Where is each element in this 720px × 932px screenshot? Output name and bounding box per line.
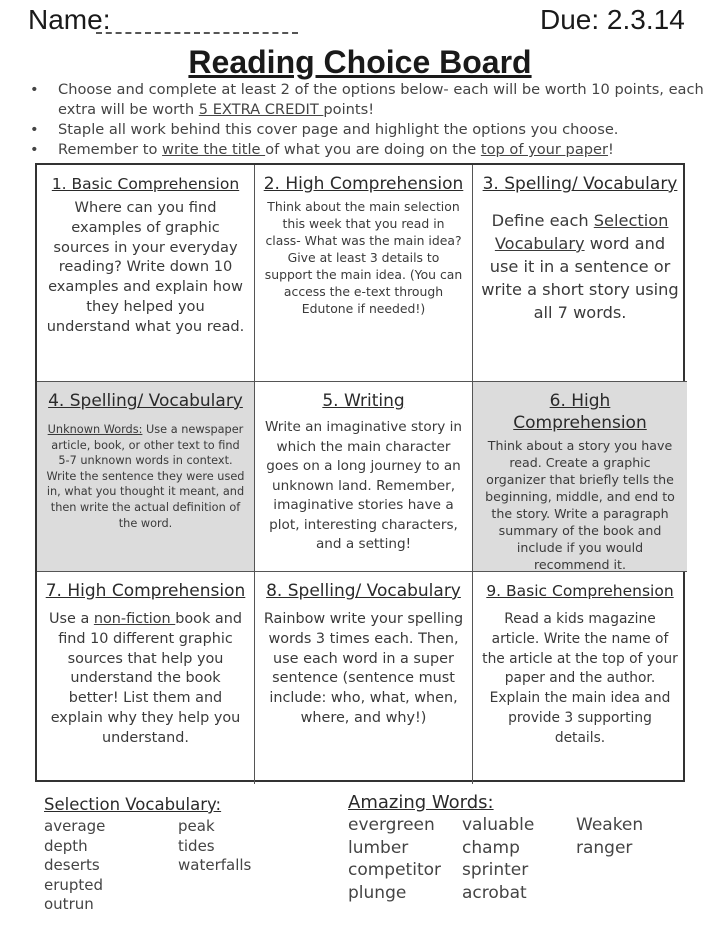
instructions-list <box>30 80 710 160</box>
amazing-word: ranger <box>576 837 633 858</box>
cell-title: 4. Spelling/ Vocabulary <box>48 391 243 411</box>
name-label: Name: <box>28 4 111 35</box>
cell-title: 2. High Comprehension <box>263 174 464 194</box>
instruction-item <box>30 120 710 140</box>
page-title: Reading Choice Board <box>188 44 532 80</box>
amazing-word: champ <box>462 837 520 858</box>
amazing-word: plunge <box>348 882 407 903</box>
board-cell-1 <box>37 165 255 382</box>
board-cell-3 <box>473 165 687 382</box>
amazing-words-title: Amazing Words: <box>348 792 494 813</box>
cell-body: Think about a story you have read. Create a graphic organizer that briefly tells the beginning, middle, and end to the story. Write a paragraph summary of the book and include if you would recommend it. <box>485 438 675 572</box>
due-date: Due: 2.3.14 <box>540 4 685 35</box>
instruction-emphasis: write the title <box>162 141 266 158</box>
instruction-text: points! <box>323 101 375 118</box>
selection-vocabulary-column-1 <box>44 817 105 915</box>
instruction-emphasis: 5 EXTRA CREDIT <box>198 101 324 118</box>
choice-board-grid <box>35 163 685 782</box>
cell-title: 8. Spelling/ Vocabulary <box>266 581 461 601</box>
cell-title: 1. Basic Comprehension <box>51 175 240 193</box>
amazing-word: lumber <box>348 837 409 858</box>
cell-body-text: book and find 10 different graphic sources that help you understand the book better! List them and explain why they help you understand. <box>50 611 242 746</box>
selection-vocabulary-column-2 <box>178 817 251 876</box>
vocab-word: outrun <box>44 895 94 913</box>
vocab-word: peak <box>178 817 215 835</box>
cell-body: Where can you find examples of graphic sources in your everyday reading? Write down 10 examples and explain how they helped you understand what you read. <box>46 199 245 335</box>
cell-body: Write an imaginative story in which the main character goes on a long journey to an unknown land. Remember, imaginative stories have a plot, interesting characters, and a setting! <box>264 419 463 552</box>
vocab-word: tides <box>178 836 215 855</box>
vocab-word: deserts <box>44 856 100 874</box>
vocab-word: erupted <box>44 875 104 894</box>
vocab-word: depth <box>44 836 88 855</box>
instruction-text: of what you are doing on the <box>265 141 481 158</box>
vocab-word: waterfalls <box>178 856 252 874</box>
instruction-emphasis: top of your paper <box>480 141 609 158</box>
instruction-item <box>30 80 710 120</box>
instruction-text: Staple all work behind this cover page and highlight the options you choose. <box>58 121 619 138</box>
board-cell-4 <box>37 382 255 572</box>
amazing-word: acrobat <box>462 882 527 903</box>
cell-body: Think about the main selection this week that you read in class- What was the main idea? Give at least 3 details to support the main idea. (You can access the e-text through Edutone if needed!) <box>264 199 463 316</box>
amazing-word: evergreen <box>348 815 435 835</box>
selection-vocabulary-title: Selection Vocabulary: <box>44 795 222 814</box>
cell-body-text: Use a newspaper article, book, or other text to find 5-7 unknown words in context. Write the sentence they were used in, what you thought it meant, and then write the actual definition of the word. <box>46 423 245 530</box>
board-cell-2 <box>255 165 473 382</box>
cell-title: 7. High Comprehension <box>45 581 246 601</box>
cell-title: 3. Spelling/ Vocabulary <box>482 174 678 194</box>
amazing-word: Weaken <box>576 815 644 835</box>
cell-body-text: Define each <box>491 211 594 230</box>
cell-body <box>45 422 246 531</box>
board-cell-7 <box>37 572 255 784</box>
instruction-item <box>30 140 710 160</box>
amazing-words-column-1 <box>348 814 441 904</box>
cell-body <box>481 209 679 324</box>
instruction-text: Choose and complete at least 2 of the options below- each will be worth 10 points, each extra will be worth <box>58 81 704 118</box>
amazing-words-column-3 <box>576 814 643 859</box>
name-blank-line <box>96 32 298 34</box>
cell-body: Read a kids magazine article. Write the name of the article at the top of your paper and the author. Explain the main idea and provide 3 supporting details. <box>482 611 678 746</box>
board-cell-8 <box>255 572 473 784</box>
instruction-text: ! <box>608 141 614 158</box>
cell-title: 9. Basic Comprehension <box>486 582 674 600</box>
cell-body: Rainbow write your spelling words 3 times each. Then, use each word in a super sentence (sentence must include: who, what, when, where, and why!) <box>263 611 464 726</box>
cell-body-emphasis: Selection Vocabulary <box>494 211 669 253</box>
board-cell-6 <box>473 382 687 572</box>
cell-title: 5. Writing <box>322 391 405 411</box>
board-cell-5 <box>255 382 473 572</box>
amazing-word: sprinter <box>462 860 529 880</box>
amazing-word: competitor <box>348 860 442 880</box>
amazing-words-column-2 <box>462 814 534 904</box>
cell-body-text: word and use it in a sentence or write a short story using all 7 words. <box>481 234 679 322</box>
amazing-word: valuable <box>462 815 535 835</box>
board-cell-9 <box>473 572 687 784</box>
cell-body-emphasis: non-fiction <box>93 611 176 627</box>
vocab-word: average <box>44 817 106 835</box>
cell-body-emphasis: Unknown Words: <box>47 423 143 436</box>
cell-body <box>45 610 246 749</box>
instruction-text: Remember to <box>58 141 163 158</box>
cell-body-text: Use a <box>49 611 94 627</box>
cell-title: 6. High Comprehension <box>513 391 647 433</box>
